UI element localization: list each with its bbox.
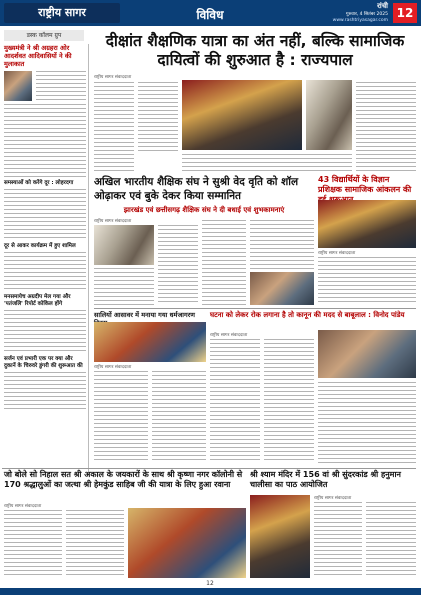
- section-divider: [94, 308, 416, 309]
- left-column-photo: [4, 71, 32, 101]
- story-headline: अखिल भारतीय शैक्षिक संघ ने सुश्री वेद वृति को शॉल ओढ़ाकर एवं बुके देकर किया सम्मानित: [94, 176, 299, 202]
- left-column-text: [4, 104, 86, 178]
- temple-photo: [250, 495, 310, 578]
- left-column-subhead: समस्याओं को करेंगे दूर : लोहरदगा: [4, 180, 74, 186]
- left-column: [2, 44, 89, 474]
- story-byline: राष्ट्रीय सागर संवाददाता: [4, 504, 42, 509]
- story-text: [210, 339, 260, 463]
- story-text: [264, 339, 314, 463]
- politician-photo: [318, 330, 416, 378]
- story-text: [94, 371, 148, 463]
- left-column-text: [4, 189, 86, 241]
- story-text: [158, 225, 198, 305]
- left-column-headline: मुख्यमंत्री ने श्री अग्रहरा ओर आदर्शवत आदिवासियों ने की मुलाकात: [4, 44, 72, 68]
- pilgrims-photo: [128, 508, 246, 578]
- main-story-text: [138, 82, 178, 152]
- footer-bar: [0, 588, 421, 595]
- left-column-subhead: मनसमायेच अग्रदीप मेल गया और 'पतंजलि' रिपोर्ट कोकिल होंगे: [4, 294, 71, 307]
- award-photo: [94, 225, 154, 265]
- story-byline: राष्ट्रीय सागर संवाददाता: [94, 219, 132, 224]
- left-column-text: [4, 372, 86, 412]
- section-divider: [2, 468, 416, 469]
- story-headline: जो बोले सो निहाल सत श्री अकाल के जयकारों के साथ श्री कृष्णा नगर कॉलोनी से 170 श्रद्धालुओं का जत्था श्री हेमकुंड साहिब जी की यात्रा के लिए हुआ रवाना: [4, 470, 243, 489]
- edition-date: गुरुवार, 4 सितंबर 2025: [346, 12, 388, 17]
- story-text: [318, 382, 416, 463]
- main-story-text: [94, 82, 134, 172]
- main-story-text: [182, 154, 352, 172]
- newspaper-logo: राष्ट्रीय सागर: [4, 3, 120, 23]
- story-byline: राष्ट्रीय सागर संवाददाता: [318, 251, 356, 256]
- website-link[interactable]: www.rashtriyasagar.com: [332, 18, 388, 23]
- story-text: [202, 220, 246, 305]
- page-number-badge: 12: [393, 3, 417, 23]
- story-text: [366, 502, 416, 578]
- story-text: [318, 257, 416, 305]
- column-header: डस्क कॉलम ग्रुप: [4, 30, 84, 41]
- story-text: [94, 268, 154, 305]
- main-headline: दीक्षांत शैक्षणिक यात्रा का अंत नहीं, बल्कि सामाजिक दायित्वों की शुरुआत है : राज्यपाल: [105, 32, 405, 69]
- story-headline: घटना को लेकर रोक लगाना है तो कानून की मदद से बाबूलाल : विनोद पांडेय: [210, 311, 405, 319]
- left-column-text: [36, 71, 86, 101]
- edition-city: रांची: [377, 2, 388, 10]
- convocation-photo-2: [306, 80, 352, 150]
- story-text: [4, 510, 62, 578]
- story-headline: सालियों आसावर में मनाया गया धर्मजागरण: [94, 311, 195, 319]
- left-column-subhead: सर्जन एवं प्रभारी एक पर क्या और दुकानें के चिरुवरे डुंगरी की शुरूआत की: [4, 356, 83, 369]
- story-byline: राष्ट्रीय सागर संवाददाता: [314, 496, 352, 501]
- left-column-subhead: दूर से आकर कार्यक्रम में हुए शामिल: [4, 243, 76, 249]
- story-text: [152, 371, 206, 463]
- story-headline: 43 विद्यार्थियों के विज्ञान प्रशिक्षक सामाजिक आंकलन की: [318, 175, 412, 194]
- convocation-photo: [182, 80, 302, 150]
- event-photo: [94, 322, 206, 362]
- section-title: विविध: [196, 8, 224, 22]
- left-column-text: [4, 252, 86, 292]
- main-story-text: [356, 82, 416, 172]
- story-subhead: झारखंड एवं छत्तीसगढ़ शैक्षिक संघ ने दी बधाई एवं शुभकामनाएं: [123, 206, 285, 214]
- story-headline: श्री श्याम मंदिर में 156 वां श्री सुंदरकांड श्री हनुमान चालीसा का पाठ आयोजित: [250, 470, 401, 489]
- story-byline: राष्ट्रीय सागर संवाददाता: [94, 365, 132, 370]
- story-text: [66, 510, 124, 578]
- story-byline: राष्ट्रीय सागर संवाददाता: [210, 333, 248, 338]
- left-column-text: [4, 310, 86, 354]
- main-byline: राष्ट्रीय सागर संवाददाता: [94, 75, 132, 80]
- story-text: [250, 220, 314, 270]
- award-photo-2: [250, 272, 314, 305]
- footer-page-number: 12: [206, 580, 214, 587]
- students-photo: [318, 200, 416, 248]
- story-text: [314, 502, 362, 578]
